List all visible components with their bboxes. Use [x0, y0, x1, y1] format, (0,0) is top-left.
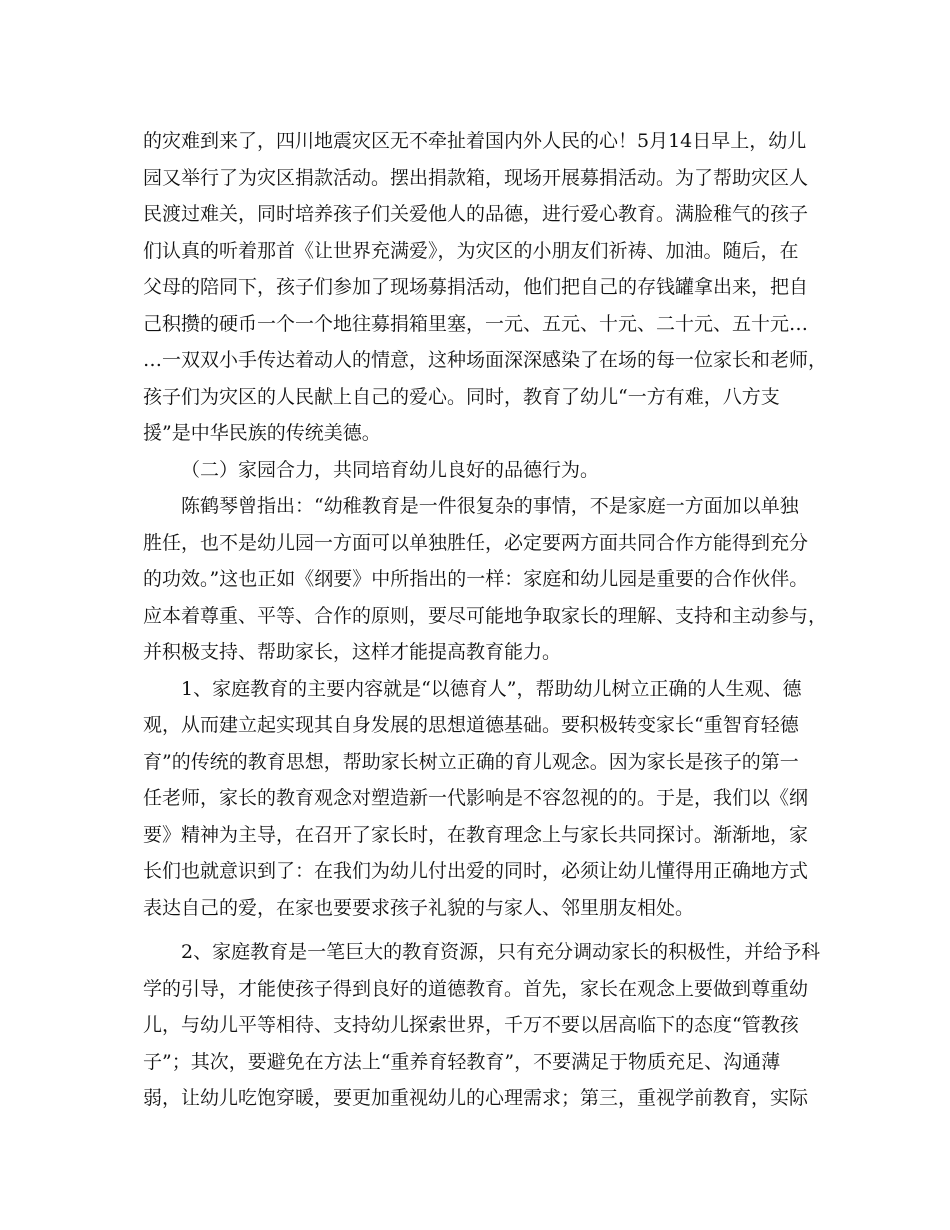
- text-line: 的功效。”这也正如《纲要》中所指出的一样：家庭和幼儿园是重要的合作伙伴。: [143, 568, 809, 590]
- text-line: 并积极支持、帮助家长，这样才能提高教育能力。: [143, 641, 562, 663]
- section-heading-text: （二）家园合力，共同培育幼儿良好的品德行为。: [181, 458, 600, 481]
- paragraph-point-2: [143, 934, 821, 1117]
- text-line: 应本着尊重、平等、合作的原则，要尽可能地争取家长的理解、支持和主动参与，: [143, 604, 828, 627]
- text-line: 弱，让幼儿吃饱穿暖，要更加重视幼儿的心理需求；第三，重视学前教育，实际: [143, 1087, 809, 1109]
- paragraph-disaster-donation: [143, 123, 828, 452]
- text-line: 援”是中华民族的传统美德。: [143, 422, 381, 444]
- text-line: 2、家庭教育是一笔巨大的教育资源，只有充分调动家长的积极性，并给予科: [181, 941, 821, 963]
- text-line: 子”；其次，要避免在方法上“重养育轻教育”，不要满足于物质充足、沟通薄: [143, 1050, 781, 1073]
- paragraph-chen-heqin-quote: [143, 488, 828, 671]
- text-line: 育”的传统的教育思想，帮助家长树立正确的育儿观念。因为家长是孩子的第一: [143, 750, 799, 773]
- text-line: 父母的陪同下，孩子们参加了现场募捐活动，他们把自己的存钱罐拿出来，把自: [143, 276, 809, 298]
- text-line: 任老师，家长的教育观念对塑造新一代影响是不容忽视的的。于是，我们以《纲: [143, 787, 809, 809]
- text-line: 的灾难到来了，四川地震灾区无不牵扯着国内外人民的心！5月14日早上，幼儿: [143, 130, 807, 152]
- text-line: 民渡过难关，同时培养孩子们关爱他人的品德，进行爱心教育。满脸稚气的孩子: [143, 203, 809, 225]
- text-line: 观，从而建立起实现其自身发展的思想道德基础。要积极转变家长“重智育轻德: [143, 714, 799, 736]
- document-body: [143, 123, 828, 1117]
- text-line: 表达自己的爱，在家也要要求孩子礼貌的与家人、邻里朋友相处。: [143, 896, 695, 919]
- text-line: 要》精神为主导，在召开了家长时，在教育理念上与家长共同探讨。渐渐地，家: [143, 823, 809, 846]
- paragraph-point-1: [143, 671, 808, 927]
- text-line: 胜任，也不是幼儿园一方面可以单独胜任，必定要两方面共同合作方能得到充分: [143, 531, 809, 554]
- text-line: 1、家庭教育的主要内容就是“以德育人”，帮助幼儿树立正确的人生观、德: [181, 677, 802, 700]
- text-line: 们认真的听着那首《让世界充满爱》，为灾区的小朋友们祈祷、加油。随后，在: [143, 239, 799, 262]
- text-line: 儿，与幼儿平等相待、支持幼儿探索世界，千万不要以居高临下的态度“管教孩: [143, 1014, 799, 1036]
- text-line: 学的引导，才能使孩子得到良好的道德教育。首先，家长在观念上要做到尊重幼: [143, 977, 809, 1000]
- text-line: 己积攒的硬币一个一个地往募捐箱里塞，一元、五元、十元、二十元、五十元…: [143, 312, 809, 335]
- section-heading: [143, 452, 808, 489]
- text-line: 长们也就意识到了：在我们为幼儿付出爱的同时，必须让幼儿懂得用正确地方式: [143, 860, 809, 882]
- text-line: …一双双小手传达着动人的情意，这种场面深深感染了在场的每一位家长和老师，: [143, 349, 828, 371]
- text-line: 孩子们为灾区的人民献上自己的爱心。同时，教育了幼儿“一方有难，八方支: [143, 385, 780, 408]
- text-line: 陈鹤琴曾指出：“幼稚教育是一件很复杂的事情，不是家庭一方面加以单独: [181, 495, 799, 517]
- text-line: 园又举行了为灾区捐款活动。摆出捐款箱，现场开展募捐活动。为了帮助灾区人: [143, 166, 809, 189]
